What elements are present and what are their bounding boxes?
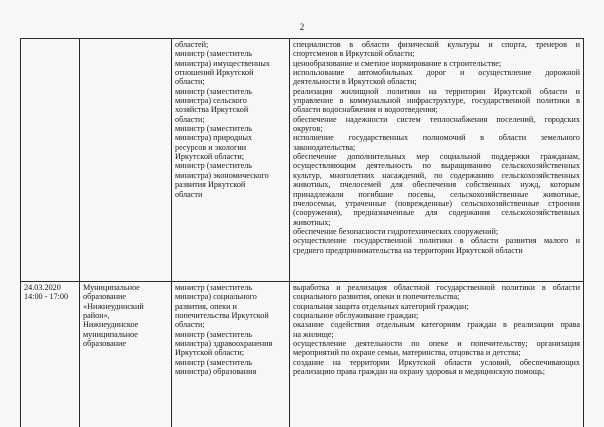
text-line: животных; bbox=[293, 217, 331, 227]
text-line: ресурсов и экологии bbox=[175, 142, 247, 152]
text-line: (сооружения), предназначенные для содержания сельскохозяйственных bbox=[293, 208, 580, 218]
text-line: министр (заместитель bbox=[175, 49, 253, 59]
text-line: развития, опеки и bbox=[175, 301, 237, 311]
text-line: министр (заместитель bbox=[175, 124, 253, 134]
text-line: области водоснабжения и водоотведения; bbox=[293, 105, 438, 115]
text-line: 24.03.2020 bbox=[24, 283, 61, 292]
text-line: министр (заместитель bbox=[175, 161, 253, 171]
text-line: исполнение государственных полномочий в области земельного bbox=[293, 133, 580, 143]
text-line: обеспечение безопасности гидротехнических сооружений; bbox=[293, 226, 499, 236]
text-line: ценообразование и сметное нормирование в строительстве; bbox=[293, 58, 502, 68]
text-line: осуществление государственной политики в области развития малого и bbox=[293, 236, 580, 246]
text-line: министр (заместитель bbox=[175, 357, 253, 367]
page-number: 2 bbox=[299, 22, 305, 32]
text-line: министра) имущественных bbox=[175, 58, 270, 68]
text-line: Иркутской области; bbox=[175, 152, 245, 162]
text-line: образование bbox=[83, 339, 127, 349]
text-line: обеспечение надежности систем теплоснабжения поселений, городских bbox=[293, 114, 580, 124]
text-line: Нижнеудинское bbox=[83, 320, 139, 330]
table-row bbox=[21, 282, 584, 427]
municipality-cell bbox=[80, 39, 172, 282]
text-line: создание на территории Иркутской области условий, обеспечивающих bbox=[293, 357, 580, 367]
text-line: мероприятий по охране семьи, материнства, отцовства и детства; bbox=[293, 348, 521, 358]
text-line: управление в коммунальной инфраструктуре, государственной политики в bbox=[293, 96, 580, 106]
text-line: законодательства; bbox=[293, 142, 356, 152]
text-line: министр (заместитель bbox=[175, 283, 253, 292]
text-line: министра) социального bbox=[175, 292, 257, 302]
text-line: 14:00 - 17:00 bbox=[24, 292, 69, 302]
text-line: специалистов в области физической культуры и спорта, тренеров и bbox=[293, 40, 580, 49]
municipality-cell bbox=[80, 282, 172, 427]
text-line: осуществление деятельности по опеке и попечительству; организация bbox=[293, 339, 580, 349]
text-line: среднего предпринимательства на территории Иркутской области bbox=[293, 245, 523, 255]
text-line: «Нижнеудинский bbox=[83, 301, 144, 311]
text-line: обеспечение дополнительных мер социальной поддержки гражданам, bbox=[293, 152, 580, 162]
table-row bbox=[21, 39, 584, 282]
text-line: округов; bbox=[293, 124, 323, 134]
text-line: выработка и реализация областной государственной политики в области bbox=[293, 283, 580, 292]
text-line: муниципальное bbox=[83, 329, 138, 339]
schedule-table bbox=[20, 38, 584, 427]
text-line: области; bbox=[175, 77, 205, 87]
text-line: министра) экономического bbox=[175, 170, 269, 180]
officials-cell bbox=[172, 39, 290, 282]
text-line: области; bbox=[175, 114, 205, 124]
text-line: области; bbox=[175, 320, 205, 330]
text-line: образование bbox=[83, 292, 127, 302]
text-line: министр (заместитель bbox=[175, 329, 253, 339]
text-line: реализацию права граждан на охрану здоровья и медицинскую помощь; bbox=[293, 367, 546, 377]
text-line: использование автомобильных дорог и осуществление дорожной bbox=[293, 68, 580, 78]
text-line: областей; bbox=[175, 40, 209, 49]
text-line: министра) здравоохранения bbox=[175, 339, 273, 349]
text-line: хозяйства Иркутской bbox=[175, 105, 249, 115]
text-line: министра) сельского bbox=[175, 96, 247, 106]
text-line: деятельности в Иркутской области; bbox=[293, 77, 417, 87]
text-line: области bbox=[175, 189, 203, 199]
text-line: социальная защита отдельных категорий граждан; bbox=[293, 301, 469, 311]
text-line: Муниципальное bbox=[83, 283, 140, 292]
text-line: спортсменов в Иркутской области; bbox=[293, 49, 415, 59]
text-line: Иркутской области; bbox=[175, 348, 245, 358]
date-cell bbox=[21, 282, 80, 427]
text-line: попечительства Иркутской bbox=[175, 311, 269, 321]
text-line: оказание содействия отдельным категориям граждан в реализации права bbox=[293, 320, 580, 330]
topics-cell bbox=[290, 39, 584, 282]
text-line: развития Иркутской bbox=[175, 180, 246, 190]
text-line: осуществляющим деятельность по выращиванию сельскохозяйственных bbox=[293, 161, 580, 171]
text-line: министра) образования bbox=[175, 367, 257, 377]
text-line: район», bbox=[83, 311, 110, 321]
officials-cell bbox=[172, 282, 290, 427]
date-cell bbox=[21, 39, 80, 282]
text-line: отношений Иркутской bbox=[175, 68, 254, 78]
text-line: социального развития, опеки и попечительства; bbox=[293, 292, 460, 302]
text-line: министра) природных bbox=[175, 133, 253, 143]
text-line: реализация жилищной политики на территории Иркутской области и bbox=[293, 86, 580, 96]
text-line: культур, многолетних насаждений, по содержанию сельскохозяйственных bbox=[293, 170, 580, 180]
text-line: министр (заместитель bbox=[175, 86, 253, 96]
text-line: принадлежали погибшие посевы, сельскохозяйственные животные, bbox=[293, 189, 580, 199]
text-line: животных, пчелосемей для обеспечения собственных нужд, которым bbox=[293, 180, 580, 190]
text-line: пчелосемьи, утраченные (поврежденные) сельскохозяйственные строения bbox=[293, 198, 580, 208]
topics-cell bbox=[290, 282, 584, 427]
text-line: на жилище; bbox=[293, 329, 334, 339]
text-line: социальное обслуживание граждан; bbox=[293, 311, 419, 321]
